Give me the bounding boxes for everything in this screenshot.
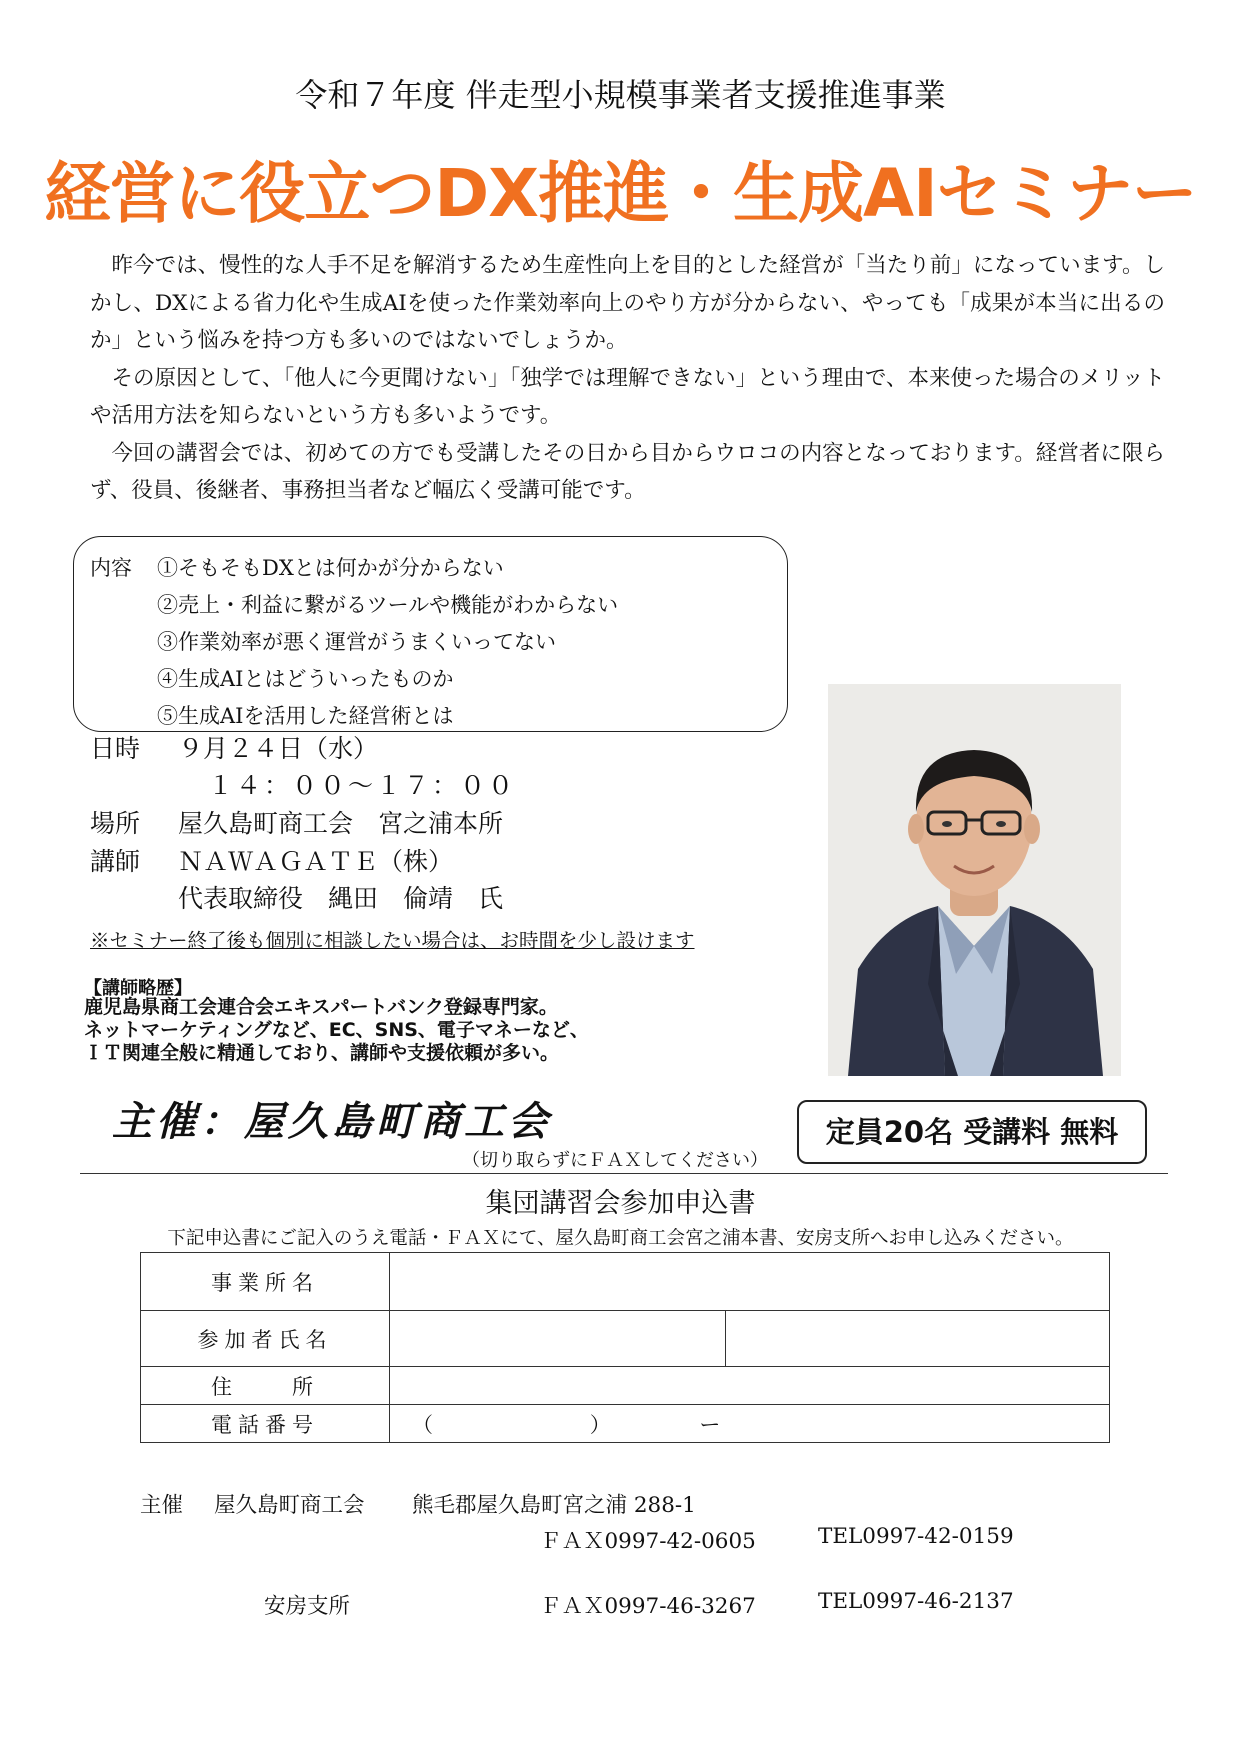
place-value: 屋久島町商工会 宮之浦本所 (178, 809, 504, 838)
bio-line: ネットマーケティングなど、EC、SNS、電子マネーなど、 (84, 1019, 589, 1041)
contents-label: 内容 (90, 556, 132, 580)
intro-paragraph: 昨今では、慢性的な人手不足を解消するため生産性向上を目的とした経営が「当たり前」になっています。しかし、DXによる省力化や生成AIを使った作業効率向上のやり方が分からない、やっても「成果が本当に出るのか」という悩みを持つ方も多いのではないでしょうか。 (90, 253, 1165, 353)
footer-branch-tel: TEL0997-46-2137 (818, 1589, 1014, 1614)
footer-main-tel: TEL0997-42-0159 (818, 1524, 1014, 1549)
form-title: 集団講習会参加申込書 (485, 1188, 756, 1219)
intro-text (90, 247, 1165, 510)
lecturer-company: ＮＡＷＡＧＡＴＥ（株） (178, 847, 454, 876)
date-value: ９月２４日（水） (178, 734, 379, 763)
intro-paragraph: 今回の講習会では、初めての方でも受講したその日から目からウロコの内容となっております。経営者に限らず、役員、後継者、事務担当者など幅広く受講可能です。 (90, 440, 1165, 503)
form-instruction: 下記申込書にご記入のうえ電話・ＦＡＸにて、屋久島町商工会宮之浦本書、安房支所へお申し込みください。 (167, 1228, 1074, 1249)
office-name-label: 事業所名 (141, 1253, 390, 1311)
capacity-fee-box: 定員20名 受講料 無料 (797, 1100, 1147, 1164)
footer-host-address: 熊毛郡屋久島町宮之浦 288-1 (412, 1493, 696, 1518)
footer-branch-fax: ＦＡＸ0997-46-3267 (540, 1594, 756, 1619)
event-subtitle: 令和７年度 伴走型小規模事業者支援推進事業 (295, 76, 946, 114)
address-label: 住 所 (141, 1367, 390, 1405)
bio-text (84, 996, 589, 1065)
phone-label: 電話番号 (141, 1405, 390, 1443)
lecturer-photo (828, 684, 1121, 1076)
phone-field[interactable] (390, 1405, 1110, 1443)
participant-name-label: 参加者氏名 (141, 1311, 390, 1367)
footer-main-fax: ＦＡＸ0997-42-0605 (540, 1529, 756, 1554)
date-label: 日時 (90, 734, 141, 763)
organizer-banner: 主催：屋久島町商工会 (112, 1099, 552, 1145)
bio-heading: 【講師略歴】 (84, 978, 192, 999)
footer-host-label: 主催 (140, 1493, 184, 1518)
phone-paren-open: （ (412, 1412, 433, 1437)
place-label: 場所 (90, 809, 141, 838)
consultation-note: ※セミナー終了後も個別に相談したい場合は、お時間を少し設けます (90, 929, 695, 952)
contents-item: ②売上・利益に繋がるツールや機能がわからない (157, 593, 619, 617)
lecturer-label: 講師 (90, 847, 141, 876)
application-form-table (140, 1252, 1110, 1443)
cut-line (80, 1173, 1168, 1174)
address-field[interactable] (390, 1367, 1110, 1405)
phone-dash: ー (699, 1412, 721, 1437)
footer-branch-name: 安房支所 (264, 1594, 351, 1619)
bio-line: 鹿児島県商工会連合会エキスパートバンク登録専門家。 (84, 996, 558, 1018)
lecturer-portrait-illustration (828, 684, 1121, 1076)
fax-note: （切り取らずにＦＡＸしてください） (462, 1150, 768, 1171)
contents-list (157, 550, 618, 735)
participant-name-field-2[interactable] (726, 1311, 1110, 1367)
bio-line: ＩＴ関連全般に精通しており、講師や支援依頼が多い。 (84, 1042, 560, 1064)
intro-paragraph: その原因として、「他人に今更聞けない」「独学では理解できない」という理由で、本来使った場合のメリットや活用方法を知らないという方も多いようです。 (90, 365, 1165, 428)
contents-item: ④生成AIとはどういったものか (157, 667, 454, 691)
participant-name-field-1[interactable] (390, 1311, 726, 1367)
contents-item: ⑤生成AIを活用した経営術とは (157, 704, 454, 728)
contents-item: ③作業効率が悪く運営がうまくいってない (157, 630, 556, 654)
time-value: １４：００〜１７：００ (208, 771, 517, 800)
contents-item: ①そもそもDXとは何かが分からない (157, 556, 504, 580)
seminar-title: 経営に役立つDX推進・生成AIセミナー (44, 155, 1197, 232)
office-name-field[interactable] (390, 1253, 1110, 1311)
footer-host-name: 屋久島町商工会 (214, 1493, 365, 1518)
lecturer-name: 代表取締役 縄田 倫靖 氏 (178, 884, 504, 913)
phone-paren-close: ） (589, 1412, 611, 1437)
